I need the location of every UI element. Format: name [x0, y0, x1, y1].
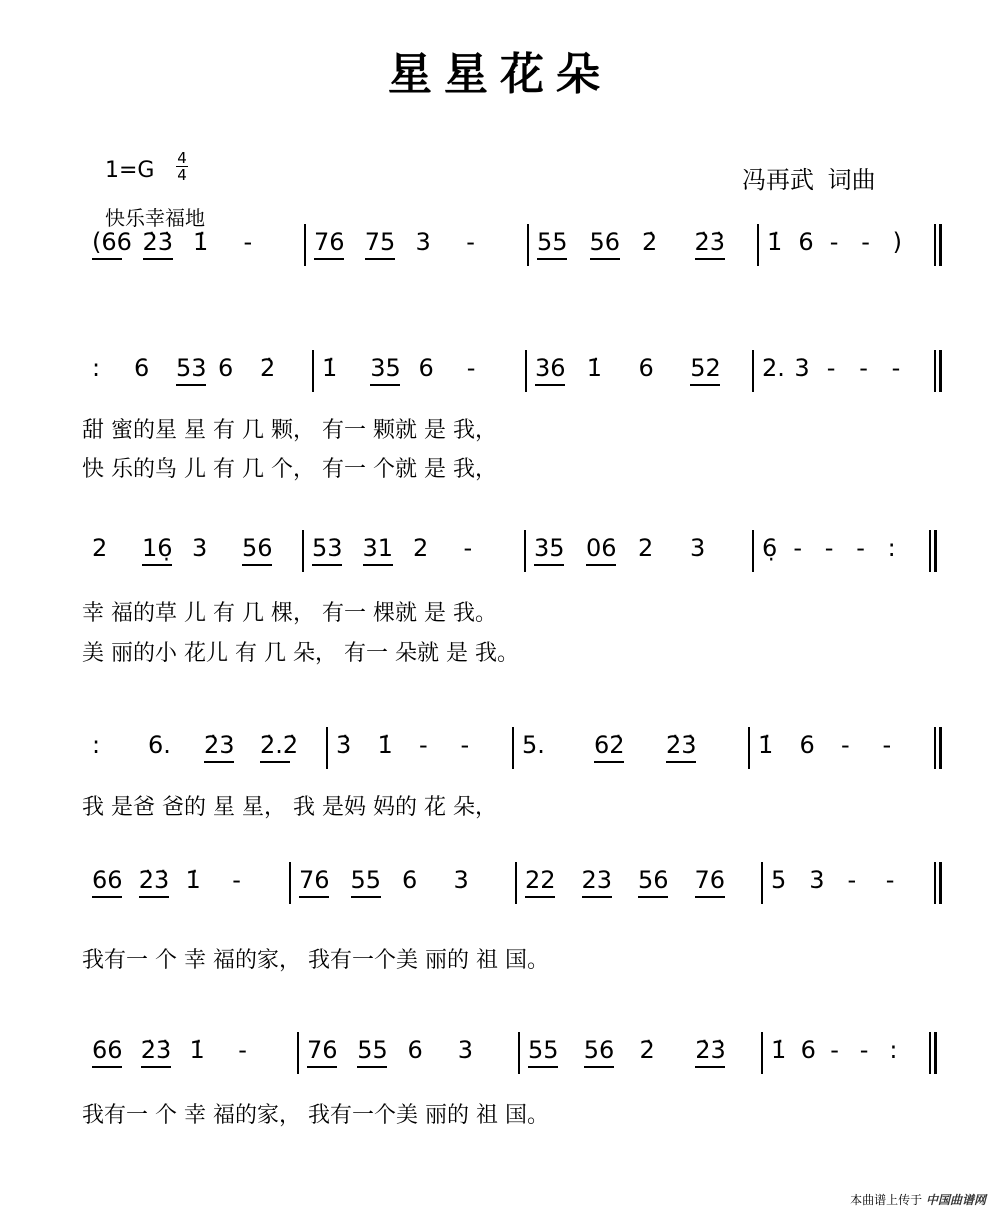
- note: -: [238, 1036, 247, 1064]
- eighth-beam: [307, 1066, 337, 1068]
- note: 3: [415, 228, 431, 256]
- barline: [527, 224, 529, 266]
- note: -: [856, 534, 865, 562]
- note: 5: [771, 866, 787, 894]
- note: 5.: [522, 731, 545, 759]
- lyric-line: 甜 蜜的星 星 有 几 颗， 有一 颗就 是 我，: [82, 418, 497, 443]
- note: 2̇: [639, 1036, 655, 1064]
- note: 2.: [762, 354, 785, 382]
- barline: [752, 530, 754, 572]
- note: 55: [528, 1036, 559, 1064]
- eighth-beam: [590, 258, 620, 260]
- eighth-beam: [586, 564, 616, 566]
- note: 2̇3̇: [694, 228, 726, 256]
- tempo-marking: 快乐幸福地: [105, 206, 205, 230]
- key-signature: 1=G: [105, 158, 155, 183]
- note: 1̇: [586, 354, 603, 382]
- final-barline: [939, 224, 942, 266]
- eighth-beam: [584, 1066, 614, 1068]
- note: 76: [307, 1036, 338, 1064]
- eighth-beam: [204, 761, 234, 763]
- note: 2: [92, 534, 108, 562]
- note: -: [466, 354, 476, 382]
- note: -: [841, 731, 850, 759]
- eighth-beam: [370, 384, 400, 386]
- note: -: [847, 866, 857, 894]
- note: 3: [457, 1036, 474, 1064]
- eighth-beam: [92, 258, 122, 260]
- note: -: [882, 731, 892, 759]
- eighth-beam: [525, 896, 555, 898]
- barline: [929, 530, 931, 572]
- note: 6: [418, 354, 434, 382]
- note: 52: [690, 354, 721, 382]
- eighth-beam: [141, 1066, 171, 1068]
- site-logo: 中国曲谱网: [925, 1193, 986, 1207]
- eighth-beam: [299, 896, 329, 898]
- note: 55: [357, 1036, 388, 1064]
- note: 1̇: [767, 228, 783, 256]
- barline: [515, 862, 517, 904]
- barline: [752, 350, 754, 392]
- barline: [761, 862, 763, 904]
- eighth-beam: [638, 896, 668, 898]
- note: 35: [370, 354, 401, 382]
- final-barline: [939, 862, 942, 904]
- note: 55: [537, 228, 568, 256]
- note: -: [793, 534, 803, 562]
- note: 3: [192, 534, 208, 562]
- note: 6: [798, 228, 814, 256]
- note: 1̇: [322, 354, 338, 382]
- note: 6.: [148, 731, 171, 759]
- final-barline: [939, 350, 942, 392]
- note: 56: [583, 1036, 615, 1064]
- barline: [304, 224, 306, 266]
- time-signature: [175, 150, 189, 183]
- lyric-line: 幸 福的草 儿 有 几 棵， 有一 棵就 是 我。: [82, 601, 497, 626]
- barline: [934, 224, 936, 266]
- barline: [934, 727, 936, 769]
- note: (66: [92, 228, 132, 256]
- note: 2: [638, 534, 654, 562]
- note: 76: [314, 228, 345, 256]
- eighth-beam: [176, 384, 206, 386]
- note: :: [92, 354, 101, 382]
- time-sig-bottom: 4: [177, 166, 187, 184]
- eighth-beam: [535, 384, 565, 386]
- note: 56: [638, 866, 669, 894]
- note: 1̇: [377, 731, 393, 759]
- barline: [757, 224, 759, 266]
- note: -: [830, 1036, 839, 1064]
- lyric-line: 我有一 个 幸 福的家， 我有一个美 丽的 祖 国。: [82, 1103, 549, 1128]
- barline: [297, 1032, 299, 1074]
- note: 16̣: [142, 534, 173, 562]
- note: -: [232, 866, 241, 894]
- note: 75: [364, 228, 396, 256]
- note: 6: [638, 354, 654, 382]
- upload-footer: [850, 1191, 986, 1208]
- lyric-line: 我有一 个 幸 福的家， 我有一个美 丽的 祖 国。: [82, 948, 549, 973]
- eighth-beam: [528, 1066, 558, 1068]
- lyric-line: 美 丽的小 花儿 有 几 朵， 有一 朵就 是 我。: [82, 641, 519, 666]
- eighth-beam: [666, 761, 696, 763]
- barline: [289, 862, 291, 904]
- final-barline: [934, 530, 937, 572]
- eighth-beam: [351, 896, 381, 898]
- note: :: [889, 1036, 898, 1064]
- final-barline: [934, 1032, 937, 1074]
- barline: [302, 530, 304, 572]
- eighth-beam: [695, 1066, 725, 1068]
- note: 3: [809, 866, 825, 894]
- barline: [748, 727, 750, 769]
- note: -: [243, 228, 253, 256]
- note: 76: [299, 866, 330, 894]
- eighth-beam: [139, 896, 169, 898]
- note: 23: [581, 866, 613, 894]
- note: -: [861, 228, 870, 256]
- note: 66: [92, 866, 123, 894]
- note: -: [824, 534, 834, 562]
- note: 2̇3̇: [695, 1036, 726, 1064]
- note: -: [826, 354, 836, 382]
- note: ): [892, 228, 902, 256]
- note: 3: [690, 534, 706, 562]
- note: 31: [362, 534, 394, 562]
- eighth-beam: [142, 564, 172, 566]
- eighth-beam: [695, 896, 725, 898]
- note: 2̇3̇: [666, 731, 697, 759]
- note: 36: [535, 354, 566, 382]
- eighth-beam: [582, 896, 612, 898]
- note: 06: [586, 534, 617, 562]
- barline: [761, 1032, 763, 1074]
- barline: [934, 350, 936, 392]
- note: 62̇: [594, 731, 625, 759]
- note: 2̇3̇: [138, 866, 170, 894]
- lyric-line: 我 是爸 爸的 星 星， 我 是妈 妈的 花 朵，: [82, 795, 497, 820]
- eighth-beam: [312, 564, 342, 566]
- note: 3: [794, 354, 810, 382]
- eighth-beam: [314, 258, 344, 260]
- note: 6̣: [762, 534, 778, 562]
- eighth-beam: [537, 258, 567, 260]
- note: 6: [800, 1036, 816, 1064]
- note: 2̇.2̇: [260, 731, 299, 759]
- note: 1̇: [193, 228, 209, 256]
- eighth-beam: [534, 564, 564, 566]
- song-title: 星星花朵: [388, 49, 612, 100]
- barline: [934, 862, 936, 904]
- note: 56: [589, 228, 621, 256]
- eighth-beam: [357, 1066, 387, 1068]
- footer-label: 本曲谱上传于: [850, 1193, 923, 1207]
- eighth-beam: [92, 896, 122, 898]
- note: 66: [92, 1036, 123, 1064]
- note: 76: [694, 866, 726, 894]
- barline: [524, 530, 526, 572]
- time-sig-top: 4: [177, 149, 187, 167]
- note: 53: [312, 534, 343, 562]
- note: 6: [218, 354, 234, 382]
- note: :: [92, 731, 101, 759]
- eighth-beam: [363, 564, 393, 566]
- note: 1̇: [189, 1036, 205, 1064]
- note: 1̇: [771, 1036, 787, 1064]
- note: 2̇3̇: [140, 1036, 172, 1064]
- eighth-beam: [695, 258, 725, 260]
- note: 6: [799, 731, 815, 759]
- note: 35: [534, 534, 565, 562]
- note: 3: [453, 866, 469, 894]
- note: 3̇: [336, 731, 352, 759]
- note: 6: [134, 354, 150, 382]
- note: 1̇: [185, 866, 201, 894]
- note: 6: [407, 1036, 423, 1064]
- note: 2̇: [260, 354, 276, 382]
- note: -: [859, 1036, 869, 1064]
- note: -: [891, 354, 901, 382]
- eighth-beam: [92, 1066, 122, 1068]
- eighth-beam: [594, 761, 624, 763]
- note: -: [463, 534, 473, 562]
- note: 1̇: [758, 731, 774, 759]
- note: 2: [413, 534, 429, 562]
- note: -: [460, 731, 470, 759]
- eighth-beam: [242, 564, 272, 566]
- barline: [312, 350, 314, 392]
- eighth-beam: [143, 258, 173, 260]
- note: 55: [350, 866, 382, 894]
- note: 53: [176, 354, 207, 382]
- note: 56: [242, 534, 273, 562]
- barline: [929, 1032, 931, 1074]
- final-barline: [939, 727, 942, 769]
- note: 2̇3̇: [142, 228, 174, 256]
- lyric-line: 快 乐的鸟 儿 有 几 个， 有一 个就 是 我，: [82, 457, 497, 482]
- note: -: [885, 866, 895, 894]
- eighth-beam: [365, 258, 395, 260]
- barline: [326, 727, 328, 769]
- note: 6: [402, 866, 418, 894]
- note: -: [859, 354, 868, 382]
- note: 22: [525, 866, 556, 894]
- eighth-beam: [690, 384, 720, 386]
- note: 2̇: [642, 228, 658, 256]
- note: -: [466, 228, 475, 256]
- note: 2̇3: [204, 731, 235, 759]
- barline: [512, 727, 514, 769]
- note: :: [887, 534, 896, 562]
- composer-credit: 冯再武 词曲: [742, 166, 876, 194]
- barline: [518, 1032, 520, 1074]
- note: -: [419, 731, 428, 759]
- eighth-beam: [260, 761, 290, 763]
- barline: [525, 350, 527, 392]
- note: -: [829, 228, 839, 256]
